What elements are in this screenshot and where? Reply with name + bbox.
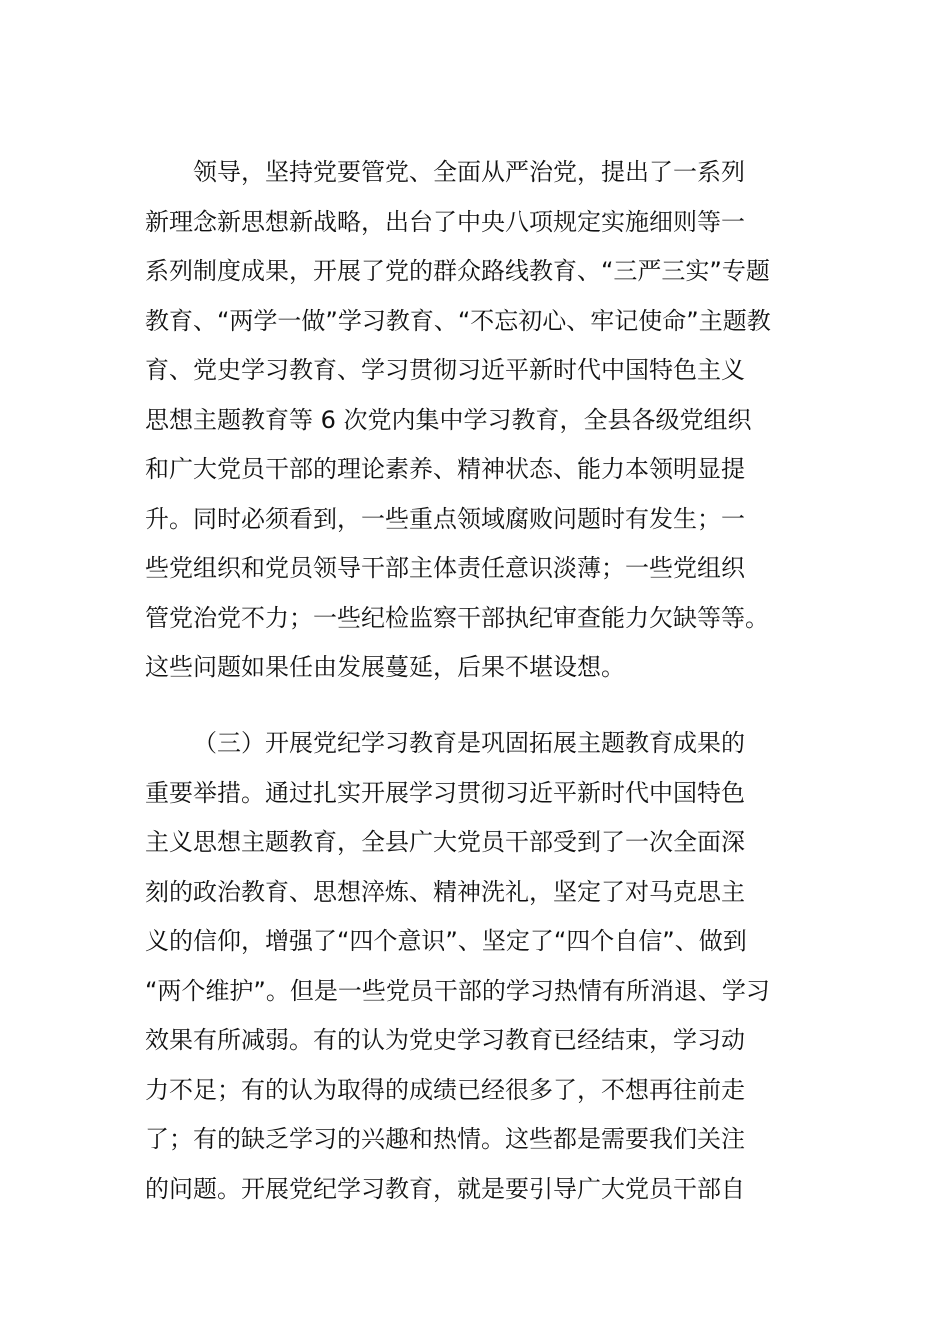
paragraph-line: （三）开展党纪学习教育是巩固拓展主题教育成果的 [193,729,745,757]
paragraph-line: 这些问题如果任由发展蔓延，后果不堪设想。 [145,653,625,681]
paragraph-line: 重要举措。通过扎实开展学习贯彻习近平新时代中国特色 [145,778,745,807]
paragraph-line: 育、党史学习教育、学习贯彻习近平新时代中国特色主义 [145,356,745,384]
paragraph-line: 管党治党不力；一些纪检监察干部执纪审查能力欠缺等等。 [145,603,769,632]
paragraph-line: 领导，坚持党要管党、全面从严治党，提出了一系列 [193,158,745,186]
paragraph-1 [145,148,807,693]
paragraph-2 [145,719,807,1214]
paragraph-line: 刻的政治教育、思想淬炼、精神洗礼，坚定了对马克思主 [145,877,745,906]
paragraph-line: 力不足；有的认为取得的成绩已经很多了，不想再往前走 [145,1075,745,1104]
paragraph-line: 升。同时必须看到，一些重点领域腐败问题时有发生；一 [145,504,745,533]
paragraph-line: 教育、“两学一做”学习教育、“不忘初心、牢记使命”主题教 [145,306,771,335]
paragraph-line: 新理念新思想新战略，出台了中央八项规定实施细则等一 [145,207,745,236]
paragraph-line: 主义思想主题教育，全县广大党员干部受到了一次全面深 [145,828,745,856]
paragraph-line: 思想主题教育等 6 次党内集中学习教育，全县各级党组织 [145,405,752,434]
paragraph-line: 效果有所减弱。有的认为党史学习教育已经结束，学习动 [145,1026,745,1054]
paragraph-line: 了；有的缺乏学习的兴趣和热情。这些都是需要我们关注 [145,1125,745,1153]
paragraph-line: 的问题。开展党纪学习教育，就是要引导广大党员干部自 [145,1174,745,1203]
paragraph-line: “两个维护”。但是一些党员干部的学习热情有所消退、学习 [145,976,770,1005]
paragraph-line: 义的信仰，增强了“四个意识”、坚定了“四个自信”、做到 [145,927,747,955]
paragraph-line: 些党组织和党员领导干部主体责任意识淡薄；一些党组织 [145,554,745,582]
paragraph-line: 和广大党员干部的理论素养、精神状态、能力本领明显提 [145,455,745,483]
paragraph-line: 系列制度成果，开展了党的群众路线教育、“三严三实”专题 [145,257,770,285]
